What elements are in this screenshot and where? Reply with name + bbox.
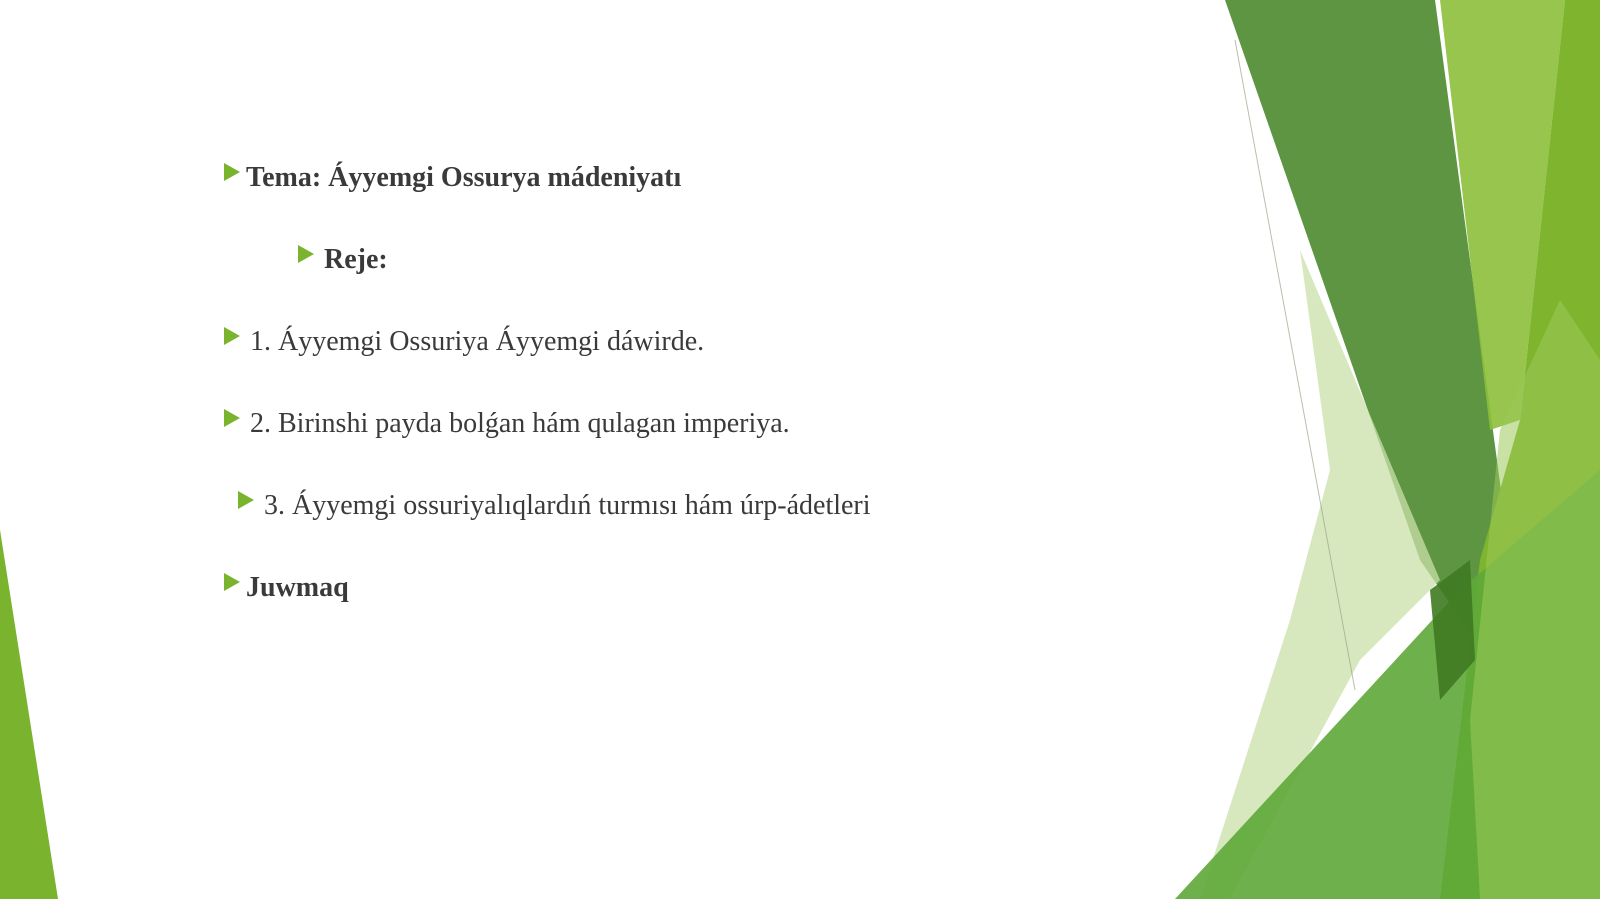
triangle-bullet-icon (224, 327, 240, 345)
triangle-bullet-icon (224, 163, 240, 181)
triangle-bullet-icon (238, 491, 254, 509)
list-item (238, 490, 871, 522)
triangle-bullet-icon (298, 245, 314, 263)
list-item (224, 408, 790, 440)
list-item (224, 326, 704, 358)
plan-heading-row (298, 244, 388, 276)
list-item-text: 2. Birinshi payda bolǵan hám qulagan imperiya. (250, 408, 790, 439)
list-item-text: 1. Áyyemgi Ossuriya Áyyemgi dáwirde. (250, 326, 705, 357)
conclusion-heading: Juwmaq (246, 572, 349, 603)
triangle-bullet-icon (224, 573, 240, 591)
title-row (224, 162, 681, 194)
slide-title: Tema: Áyyemgi Ossurya mádeniyatı (246, 162, 682, 193)
plan-heading: Reje: (324, 244, 388, 275)
list-item-text: 3. Áyyemgi ossuriyalıqlardıń turmısı hám úrp-ádetleri (264, 490, 871, 521)
conclusion-row (224, 572, 349, 604)
triangle-bullet-icon (224, 409, 240, 427)
